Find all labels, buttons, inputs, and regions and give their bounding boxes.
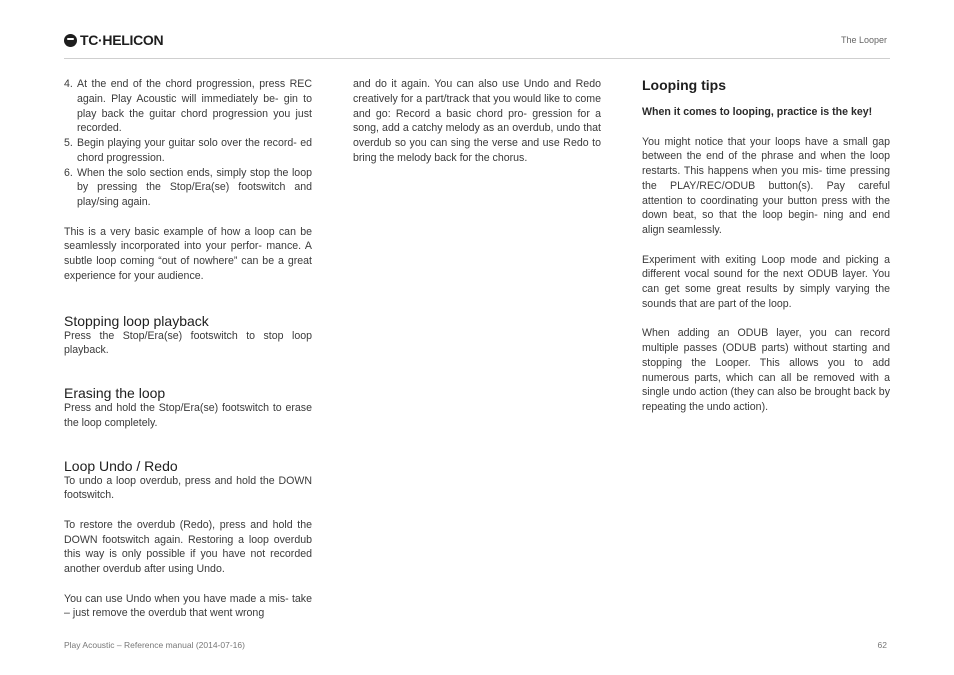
stopping-paragraph: Press the Stop/Era(se) footswitch to stop loop playback. [64,329,312,357]
undo-paragraph-3: You can use Undo when you have made a mis- take – just remove the overdub that went wrong [64,592,312,620]
undo-paragraph-1: To undo a loop overdub, press and hold the DOWN footswitch. [64,474,312,502]
undo-paragraph-2: To restore the overdub (Redo), press and hold the DOWN footswitch again. Restoring a loop overdub this way is only possible if you have not recorded another overdub after using Undo. [64,518,312,575]
brand-logo [64,32,163,48]
continued-paragraph: and do it again. You can also use Undo and Redo creatively for a part/track that you would like to come and go: Record a basic chord pro- gression for a song, add a catchy melody as an overdub, undo that overdub so you can sing the verse and use Redo to bring the melody back for the chorus. [353,78,601,164]
heading-stopping-loop: Stopping loop playback [64,312,209,329]
steps-list [64,77,312,210]
header-divider [64,58,890,59]
tips-lead: When it comes to looping, practice is the key! [642,106,873,118]
list-item: 6. When the solo section ends, simply stop the loop by pressing the Stop/Era(se) footswitch and play/sing again. [64,166,312,208]
running-header: The Looper [840,35,887,45]
heading-loop-undo-redo: Loop Undo / Redo [64,457,178,474]
column-middle [353,77,601,166]
erasing-paragraph: Press and hold the Stop/Era(se) footswitch to erase the loop completely. [64,402,312,429]
list-item: 5. Begin playing your guitar solo over the record- ed chord progression. [64,137,312,164]
heading-looping-tips: Looping tips [642,77,726,93]
intro-paragraph: This is a very basic example of how a loop can be seamlessly incorporated into your perfor- mance. A subtle loop coming “out of nowhere” can be a great experience for your audience. [64,225,312,282]
tips-paragraph-1: You might notice that your loops have a small gap between the end of the phrase and when the loop restarts. This happens when you mis- time pressing the PLAY/REC/ODUB button(s). Pay careful attention to coordinating your button press with the down beat, so that the loop begin- ning and end align seamlessly. [642,135,890,236]
column-left [64,77,312,621]
page-number: 62 [877,640,887,650]
tips-paragraph-3: When adding an ODUB layer, you can record multiple passes (ODUB parts) without starting and stopping the Looper. This allows you to add numerous parts, which can all be removed with a single undo action (they can also be brought back by repeating the undo action). [642,327,890,413]
tc-helicon-logo-icon [64,34,77,47]
column-right [642,77,890,415]
brand-name: TC·HELICON [80,32,164,48]
list-item: 4. At the end of the chord progression, press REC again. Play Acoustic will immediately be- gin to play back the guitar chord progression you just recorded. [64,78,312,135]
heading-erasing-loop: Erasing the loop [64,385,166,401]
footer-document-title: Play Acoustic – Reference manual (2014-07-16) [64,640,245,650]
tips-paragraph-2: Experiment with exiting Loop mode and picking a different vocal sound for the next ODUB layer. You can get some great results by simply varying the sounds that are part of the loop. [642,253,890,310]
